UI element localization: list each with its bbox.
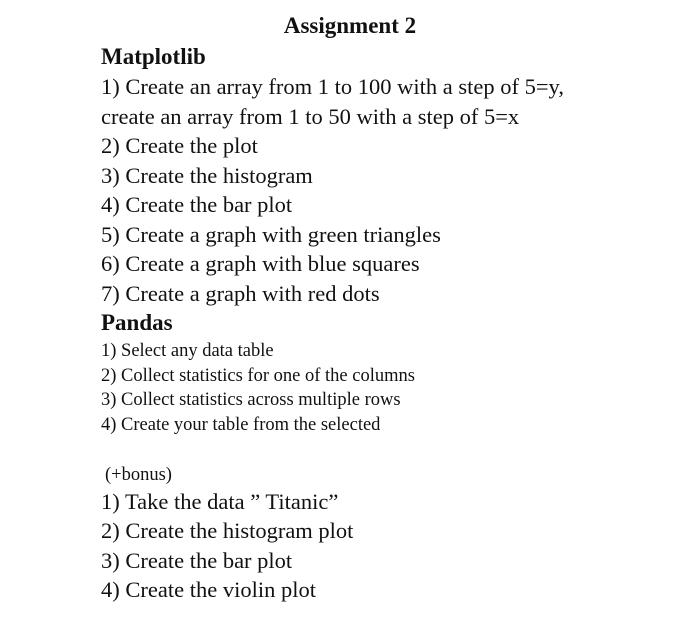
pandas-task-4: 4) Create your table from the selected	[101, 415, 381, 436]
matplotlib-task-3: 3) Create the histogram	[101, 162, 313, 188]
pandas-task-1: 1) Select any data table	[101, 341, 274, 361]
matplotlib-task-1-continued: create an array from 1 to 50 with a step of 5=x	[101, 103, 520, 129]
bonus-task-4: 4) Create the violin plot	[101, 577, 316, 603]
bonus-label: (+bonus)	[105, 464, 172, 485]
pandas-task-2: 2) Collect statistics for one of the columns	[101, 365, 415, 386]
matplotlib-task-2: 2) Create the plot	[101, 133, 258, 158]
pandas-task-3: 3) Collect statistics across multiple rows	[101, 390, 401, 411]
matplotlib-task-list	[101, 72, 681, 308]
pandas-task-list	[101, 339, 681, 438]
bonus-task-2: 2) Create the histogram plot	[101, 518, 354, 544]
bonus-task-1: 1) Take the data ” Titanic”	[101, 488, 339, 514]
bonus-task-3: 3) Create the bar plot	[101, 547, 293, 573]
bonus-task-list	[101, 487, 681, 605]
matplotlib-task-7: 7) Create a graph with red dots	[101, 280, 380, 306]
pandas-heading: Pandas	[101, 310, 173, 335]
assignment-content	[101, 42, 681, 605]
page-title: Assignment 2	[283, 13, 417, 38]
matplotlib-task-5: 5) Create a graph with green triangles	[101, 221, 441, 247]
matplotlib-task-6: 6) Create a graph with blue squares	[101, 251, 420, 276]
matplotlib-task-1: 1) Create an array from 1 to 100 with a step of 5=y,	[101, 74, 564, 99]
matplotlib-heading: Matplotlib	[101, 44, 206, 69]
matplotlib-task-4: 4) Create the bar plot	[101, 192, 293, 217]
